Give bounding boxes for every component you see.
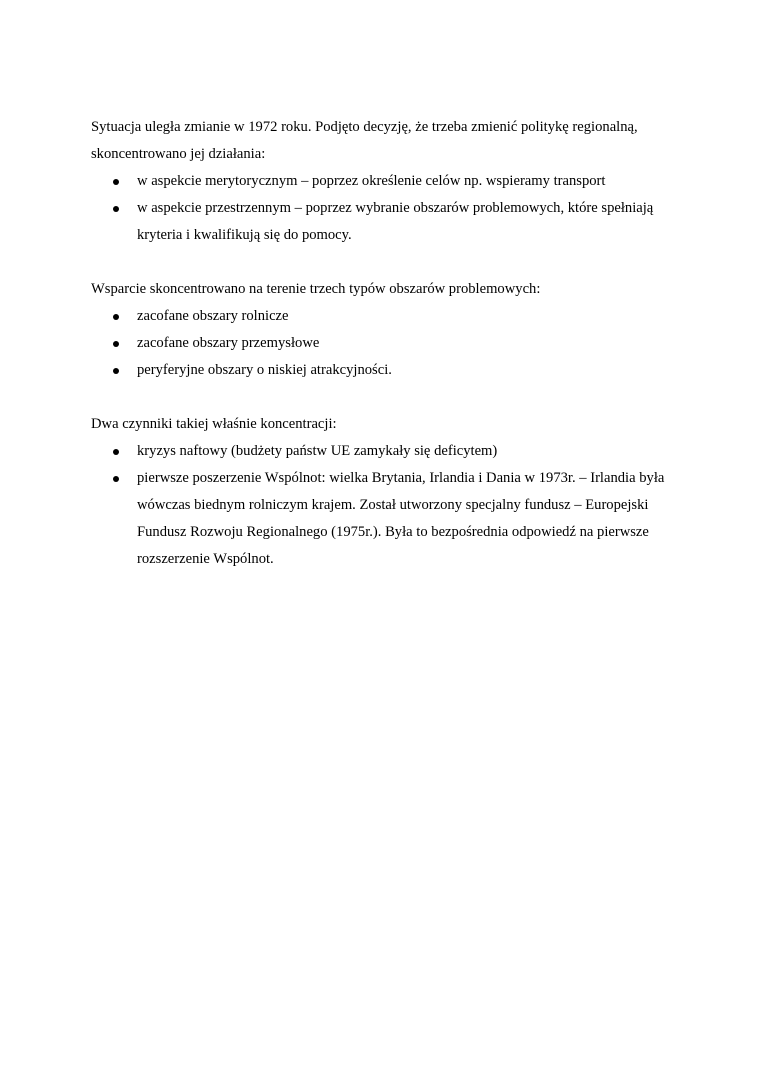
document-body	[91, 114, 676, 573]
bullet-icon	[113, 179, 119, 185]
list-item-text: kryzys naftowy (budżety państw UE zamykały się deficytem)	[137, 443, 498, 459]
bullet-icon	[113, 449, 119, 455]
bullet-icon	[113, 314, 119, 320]
bullet-icon	[113, 476, 119, 482]
bullet-icon	[113, 368, 119, 374]
bullet-icon	[113, 341, 119, 347]
list-item-text: w aspekcie przestrzennym – poprzez wybranie obszarów problemowych, które spełniają kryteria i kwalifikują się do pomocy.	[137, 200, 654, 243]
list-item-text: pierwsze poszerzenie Wspólnot: wielka Brytania, Irlandia i Dania w 1973r. – Irlandia była wówczas biednym rolniczym krajem. Został utworzony specjalny fundusz – Europejski Fundusz Rozwoju Regionalnego (1975r.). Była to bezpośrednia odpowiedź na pierwsze rozszerzenie Wspólnot.	[137, 470, 665, 567]
bullet-icon	[113, 206, 119, 212]
list-item-text: zacofane obszary rolnicze	[137, 308, 289, 324]
list-item	[91, 168, 676, 195]
list-item	[91, 438, 676, 465]
section-2-list	[91, 303, 676, 384]
section-1-paragraph: Sytuacja uległa zmianie w 1972 roku. Podjęto decyzję, że trzeba zmienić politykę regionalną, skoncentrowano jej działania:	[91, 119, 638, 162]
list-item	[91, 465, 676, 573]
list-item	[91, 195, 676, 249]
list-item-text: zacofane obszary przemysłowe	[137, 335, 320, 351]
list-item	[91, 303, 676, 330]
list-item-text: peryferyjne obszary o niskiej atrakcyjności.	[137, 362, 392, 378]
list-item	[91, 357, 676, 384]
list-item	[91, 330, 676, 357]
list-item-text: w aspekcie merytorycznym – poprzez określenie celów np. wspieramy transport	[137, 173, 606, 189]
section-1-list	[91, 168, 676, 249]
section-3-list	[91, 438, 676, 573]
section-2-paragraph: Wsparcie skoncentrowano na terenie trzech typów obszarów problemowych:	[91, 281, 541, 297]
section-3-paragraph: Dwa czynniki takiej właśnie koncentracji:	[91, 416, 337, 432]
